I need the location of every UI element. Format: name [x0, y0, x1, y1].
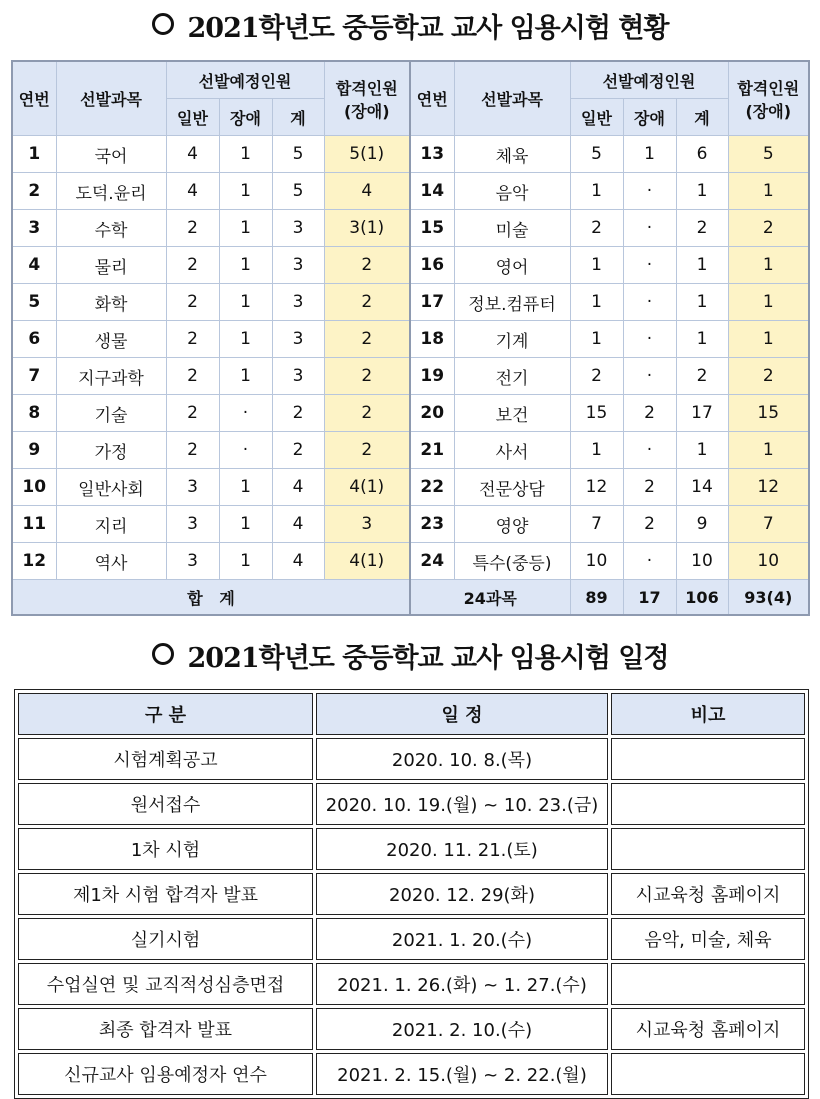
cell-subject-left: 지구과학 — [56, 358, 166, 395]
cell-passed-right: 2 — [728, 358, 809, 395]
hollow-circle-icon — [152, 643, 174, 665]
cell-no-right: 17 — [410, 284, 454, 321]
cell-sum-right: 1 — [676, 247, 728, 284]
cell-sum-left: 3 — [272, 247, 324, 284]
schedule-note: 시교육청 홈페이지 — [611, 1008, 805, 1050]
cell-disabled-right: · — [623, 358, 676, 395]
cell-general-left: 4 — [166, 173, 219, 210]
cell-sum-left: 5 — [272, 173, 324, 210]
table-row — [12, 321, 809, 358]
cell-subject-left: 생물 — [56, 321, 166, 358]
cell-disabled-right: 2 — [623, 395, 676, 432]
cell-no-right: 13 — [410, 136, 454, 173]
cell-subject-left: 물리 — [56, 247, 166, 284]
cell-no-right: 21 — [410, 432, 454, 469]
cell-disabled-right: · — [623, 321, 676, 358]
cell-sum-right: 10 — [676, 543, 728, 580]
cell-no-left: 6 — [12, 321, 56, 358]
cell-disabled-left: 1 — [219, 173, 272, 210]
cell-no-right: 16 — [410, 247, 454, 284]
cell-subject-right: 미술 — [454, 210, 570, 247]
cell-sum-right: 1 — [676, 173, 728, 210]
cell-subject-left: 국어 — [56, 136, 166, 173]
total-subjects: 24과목 — [410, 580, 570, 616]
cell-disabled-left: 1 — [219, 358, 272, 395]
cell-general-right: 1 — [570, 321, 623, 358]
cell-no-right: 23 — [410, 506, 454, 543]
cell-disabled-left: 1 — [219, 284, 272, 321]
schedule-date: 2021. 1. 26.(화) ~ 1. 27.(수) — [316, 963, 608, 1005]
schedule-note — [611, 1053, 805, 1095]
cell-subject-right: 전문상담 — [454, 469, 570, 506]
cell-disabled-right: · — [623, 247, 676, 284]
cell-subject-left: 역사 — [56, 543, 166, 580]
cell-general-right: 10 — [570, 543, 623, 580]
cell-no-left: 4 — [12, 247, 56, 284]
cell-passed-left: 4 — [324, 173, 410, 210]
cell-disabled-left: 1 — [219, 543, 272, 580]
cell-passed-left: 2 — [324, 395, 410, 432]
cell-sum-left: 3 — [272, 358, 324, 395]
cell-disabled-left: · — [219, 395, 272, 432]
header-sum: 계 — [272, 99, 324, 136]
cell-general-right: 7 — [570, 506, 623, 543]
schedule-date: 2021. 2. 15.(월) ~ 2. 22.(월) — [316, 1053, 608, 1095]
total-sum: 106 — [676, 580, 728, 616]
cell-general-left: 2 — [166, 432, 219, 469]
cell-disabled-right: 1 — [623, 136, 676, 173]
table-row — [18, 828, 805, 870]
table-row — [18, 963, 805, 1005]
cell-passed-right: 1 — [728, 284, 809, 321]
cell-general-left: 2 — [166, 395, 219, 432]
status-table — [11, 60, 810, 616]
cell-sum-right: 2 — [676, 210, 728, 247]
cell-passed-left: 2 — [324, 321, 410, 358]
cell-passed-left: 2 — [324, 284, 410, 321]
cell-subject-left: 수학 — [56, 210, 166, 247]
cell-subject-right: 보건 — [454, 395, 570, 432]
schedule-note — [611, 828, 805, 870]
header-subject-right: 선발과목 — [454, 61, 570, 136]
cell-subject-right: 체육 — [454, 136, 570, 173]
cell-passed-left: 5(1) — [324, 136, 410, 173]
table-row — [12, 210, 809, 247]
header-planned-right: 선발예정인원 — [570, 61, 728, 99]
cell-no-left: 11 — [12, 506, 56, 543]
cell-disabled-left: 1 — [219, 136, 272, 173]
cell-sum-right: 1 — [676, 432, 728, 469]
cell-subject-right: 특수(중등) — [454, 543, 570, 580]
cell-sum-left: 3 — [272, 321, 324, 358]
table-row — [12, 358, 809, 395]
table-row — [18, 783, 805, 825]
cell-no-left: 8 — [12, 395, 56, 432]
schedule-category: 최종 합격자 발표 — [18, 1008, 313, 1050]
cell-general-right: 5 — [570, 136, 623, 173]
header-passed-right: 합격인원 (장애) — [728, 61, 809, 136]
table-row — [18, 873, 805, 915]
cell-sum-left: 2 — [272, 395, 324, 432]
cell-general-right: 15 — [570, 395, 623, 432]
cell-passed-right: 12 — [728, 469, 809, 506]
header-subject: 선발과목 — [56, 61, 166, 136]
cell-no-left: 10 — [12, 469, 56, 506]
cell-disabled-right: 2 — [623, 506, 676, 543]
cell-general-left: 3 — [166, 469, 219, 506]
cell-sum-right: 14 — [676, 469, 728, 506]
cell-passed-right: 15 — [728, 395, 809, 432]
cell-passed-right: 5 — [728, 136, 809, 173]
cell-no-left: 5 — [12, 284, 56, 321]
cell-subject-left: 가정 — [56, 432, 166, 469]
cell-general-right: 2 — [570, 358, 623, 395]
table-row — [18, 1008, 805, 1050]
schedule-date: 2021. 2. 10.(수) — [316, 1008, 608, 1050]
schedule-section-title — [0, 636, 820, 675]
hollow-circle-icon — [152, 13, 174, 35]
cell-general-left: 2 — [166, 358, 219, 395]
cell-sum-right: 9 — [676, 506, 728, 543]
header-planned: 선발예정인원 — [166, 61, 324, 99]
total-row — [12, 580, 809, 616]
cell-passed-left: 3(1) — [324, 210, 410, 247]
cell-general-right: 1 — [570, 284, 623, 321]
cell-general-left: 4 — [166, 136, 219, 173]
cell-passed-right: 1 — [728, 432, 809, 469]
cell-subject-left: 도덕.윤리 — [56, 173, 166, 210]
cell-passed-right: 10 — [728, 543, 809, 580]
header-date: 일 정 — [316, 693, 608, 735]
cell-general-left: 2 — [166, 321, 219, 358]
cell-subject-left: 일반사회 — [56, 469, 166, 506]
schedule-note — [611, 783, 805, 825]
cell-subject-right: 전기 — [454, 358, 570, 395]
cell-subject-right: 영어 — [454, 247, 570, 284]
cell-general-left: 3 — [166, 543, 219, 580]
cell-disabled-left: 1 — [219, 321, 272, 358]
header-passed: 합격인원 (장애) — [324, 61, 410, 136]
schedule-note — [611, 738, 805, 780]
cell-passed-left: 2 — [324, 432, 410, 469]
cell-disabled-right: · — [623, 543, 676, 580]
cell-no-left: 2 — [12, 173, 56, 210]
schedule-date: 2020. 12. 29(화) — [316, 873, 608, 915]
cell-passed-left: 3 — [324, 506, 410, 543]
cell-disabled-right: 2 — [623, 469, 676, 506]
schedule-table — [14, 689, 809, 1099]
cell-no-left: 1 — [12, 136, 56, 173]
schedule-category: 시험계획공고 — [18, 738, 313, 780]
cell-passed-right: 7 — [728, 506, 809, 543]
cell-disabled-right: · — [623, 284, 676, 321]
cell-no-right: 14 — [410, 173, 454, 210]
cell-general-left: 2 — [166, 210, 219, 247]
cell-general-left: 2 — [166, 284, 219, 321]
cell-no-right: 20 — [410, 395, 454, 432]
cell-sum-right: 2 — [676, 358, 728, 395]
cell-subject-left: 지리 — [56, 506, 166, 543]
table-row — [12, 247, 809, 284]
table-row — [12, 543, 809, 580]
cell-sum-left: 3 — [272, 284, 324, 321]
status-section-title — [0, 6, 820, 45]
cell-subject-right: 사서 — [454, 432, 570, 469]
cell-disabled-left: 1 — [219, 247, 272, 284]
table-row — [12, 395, 809, 432]
cell-passed-left: 4(1) — [324, 469, 410, 506]
table-row — [12, 432, 809, 469]
cell-general-right: 1 — [570, 247, 623, 284]
cell-subject-right: 영양 — [454, 506, 570, 543]
cell-no-right: 15 — [410, 210, 454, 247]
cell-disabled-left: 1 — [219, 469, 272, 506]
cell-sum-right: 1 — [676, 321, 728, 358]
cell-no-right: 18 — [410, 321, 454, 358]
schedule-date: 2021. 1. 20.(수) — [316, 918, 608, 960]
cell-no-right: 22 — [410, 469, 454, 506]
cell-subject-right: 기계 — [454, 321, 570, 358]
table-row — [18, 918, 805, 960]
cell-disabled-left: · — [219, 432, 272, 469]
header-disabled: 장애 — [219, 99, 272, 136]
schedule-category: 원서접수 — [18, 783, 313, 825]
schedule-date: 2020. 11. 21.(토) — [316, 828, 608, 870]
schedule-note — [611, 963, 805, 1005]
cell-general-left: 2 — [166, 247, 219, 284]
total-general: 89 — [570, 580, 623, 616]
cell-passed-left: 2 — [324, 358, 410, 395]
schedule-date: 2020. 10. 8.(목) — [316, 738, 608, 780]
status-title-text: 2021학년도 중등학교 교사 임용시험 현황 — [187, 13, 669, 44]
cell-disabled-right: · — [623, 432, 676, 469]
cell-sum-right: 6 — [676, 136, 728, 173]
cell-disabled-right: · — [623, 173, 676, 210]
schedule-title-text: 2021학년도 중등학교 교사 임용시험 일정 — [187, 643, 669, 674]
cell-sum-left: 2 — [272, 432, 324, 469]
cell-disabled-right: · — [623, 210, 676, 247]
header-no-right: 연번 — [410, 61, 454, 136]
table-row — [12, 469, 809, 506]
cell-passed-left: 2 — [324, 247, 410, 284]
header-general: 일반 — [166, 99, 219, 136]
cell-sum-left: 5 — [272, 136, 324, 173]
table-row — [12, 506, 809, 543]
table-row — [18, 1053, 805, 1095]
cell-no-right: 24 — [410, 543, 454, 580]
cell-no-left: 9 — [12, 432, 56, 469]
header-disabled-right: 장애 — [623, 99, 676, 136]
cell-passed-left: 4(1) — [324, 543, 410, 580]
schedule-category: 제1차 시험 합격자 발표 — [18, 873, 313, 915]
schedule-note: 시교육청 홈페이지 — [611, 873, 805, 915]
cell-sum-left: 3 — [272, 210, 324, 247]
table-row — [12, 173, 809, 210]
cell-sum-left: 4 — [272, 543, 324, 580]
schedule-category: 수업실연 및 교직적성심층면접 — [18, 963, 313, 1005]
cell-disabled-left: 1 — [219, 210, 272, 247]
cell-subject-left: 기술 — [56, 395, 166, 432]
header-no: 연번 — [12, 61, 56, 136]
cell-subject-right: 음악 — [454, 173, 570, 210]
table-row — [18, 738, 805, 780]
cell-disabled-left: 1 — [219, 506, 272, 543]
table-row — [12, 136, 809, 173]
cell-sum-left: 4 — [272, 506, 324, 543]
cell-sum-right: 17 — [676, 395, 728, 432]
cell-no-left: 7 — [12, 358, 56, 395]
schedule-category: 신규교사 임용예정자 연수 — [18, 1053, 313, 1095]
cell-passed-right: 1 — [728, 173, 809, 210]
schedule-category: 실기시험 — [18, 918, 313, 960]
cell-no-left: 12 — [12, 543, 56, 580]
cell-subject-left: 화학 — [56, 284, 166, 321]
cell-sum-right: 1 — [676, 284, 728, 321]
table-row — [12, 284, 809, 321]
header-category: 구 분 — [18, 693, 313, 735]
cell-no-left: 3 — [12, 210, 56, 247]
schedule-category: 1차 시험 — [18, 828, 313, 870]
header-note: 비고 — [611, 693, 805, 735]
schedule-date: 2020. 10. 19.(월) ~ 10. 23.(금) — [316, 783, 608, 825]
cell-general-left: 3 — [166, 506, 219, 543]
cell-general-right: 12 — [570, 469, 623, 506]
cell-passed-right: 2 — [728, 210, 809, 247]
schedule-note: 음악, 미술, 체육 — [611, 918, 805, 960]
cell-general-right: 2 — [570, 210, 623, 247]
total-disabled: 17 — [623, 580, 676, 616]
cell-general-right: 1 — [570, 432, 623, 469]
total-passed: 93(4) — [728, 580, 809, 616]
total-label: 합 계 — [12, 580, 410, 616]
cell-sum-left: 4 — [272, 469, 324, 506]
cell-no-right: 19 — [410, 358, 454, 395]
cell-subject-right: 정보.컴퓨터 — [454, 284, 570, 321]
header-general-right: 일반 — [570, 99, 623, 136]
cell-passed-right: 1 — [728, 247, 809, 284]
cell-general-right: 1 — [570, 173, 623, 210]
header-sum-right: 계 — [676, 99, 728, 136]
cell-passed-right: 1 — [728, 321, 809, 358]
